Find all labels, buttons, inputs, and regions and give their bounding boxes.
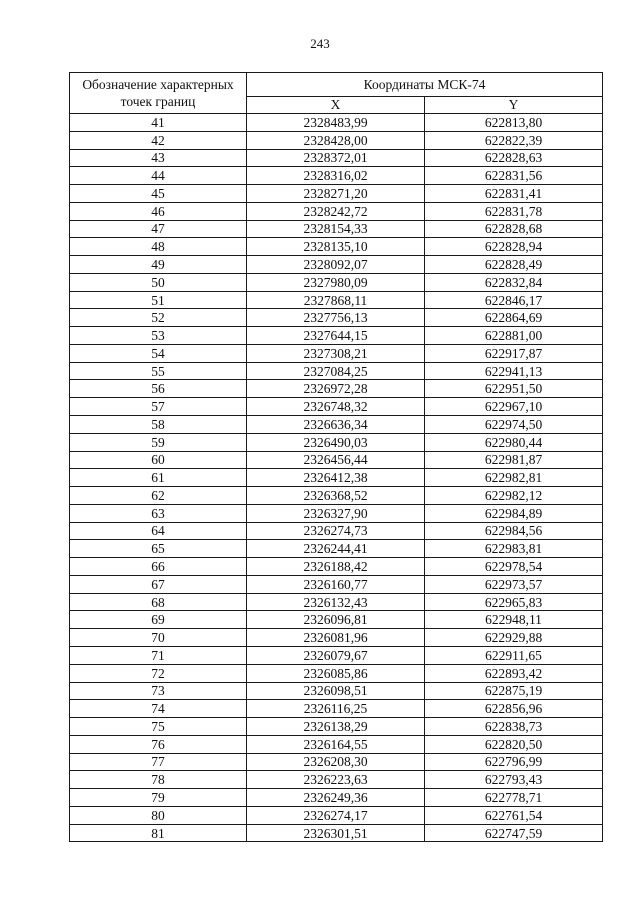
y-coordinate-cell: 622974,50	[425, 416, 603, 434]
point-number-cell: 70	[70, 629, 247, 647]
point-number-cell: 55	[70, 362, 247, 380]
x-coordinate-cell: 2326301,51	[247, 824, 425, 842]
point-number-cell: 76	[70, 735, 247, 753]
point-number-cell: 50	[70, 273, 247, 291]
x-coordinate-cell: 2328242,72	[247, 202, 425, 220]
table-row	[70, 504, 603, 522]
y-coordinate-cell: 622828,63	[425, 149, 603, 167]
y-coordinate-cell: 622778,71	[425, 789, 603, 807]
point-number-cell: 79	[70, 789, 247, 807]
table-row	[70, 540, 603, 558]
y-coordinate-cell: 622813,80	[425, 114, 603, 132]
x-coordinate-cell: 2326085,86	[247, 664, 425, 682]
x-coordinate-cell: 2327868,11	[247, 291, 425, 309]
table-row	[70, 256, 603, 274]
table-row	[70, 238, 603, 256]
y-coordinate-cell: 622828,68	[425, 220, 603, 238]
y-coordinate-cell: 622948,11	[425, 611, 603, 629]
y-coordinate-cell: 622828,94	[425, 238, 603, 256]
point-number-cell: 74	[70, 700, 247, 718]
table-row	[70, 291, 603, 309]
x-coordinate-cell: 2326368,52	[247, 487, 425, 505]
point-number-cell: 56	[70, 380, 247, 398]
point-number-cell: 45	[70, 185, 247, 203]
x-coordinate-cell: 2326138,29	[247, 718, 425, 736]
y-coordinate-cell: 622917,87	[425, 344, 603, 362]
x-coordinate-cell: 2326116,25	[247, 700, 425, 718]
y-coordinate-cell: 622831,78	[425, 202, 603, 220]
point-number-cell: 43	[70, 149, 247, 167]
y-coordinate-cell: 622838,73	[425, 718, 603, 736]
table-row	[70, 273, 603, 291]
point-number-cell: 41	[70, 114, 247, 132]
x-coordinate-cell: 2326081,96	[247, 629, 425, 647]
x-coordinate-cell: 2326748,32	[247, 398, 425, 416]
point-number-cell: 57	[70, 398, 247, 416]
table-row	[70, 433, 603, 451]
y-coordinate-cell: 622846,17	[425, 291, 603, 309]
y-coordinate-cell: 622761,54	[425, 806, 603, 824]
x-coordinate-cell: 2326223,63	[247, 771, 425, 789]
x-coordinate-cell: 2326249,36	[247, 789, 425, 807]
x-column-header: X	[247, 96, 425, 113]
point-number-cell: 61	[70, 469, 247, 487]
table-row	[70, 114, 603, 132]
point-number-cell: 60	[70, 451, 247, 469]
x-coordinate-cell: 2326456,44	[247, 451, 425, 469]
table-row	[70, 149, 603, 167]
y-coordinate-cell: 622893,42	[425, 664, 603, 682]
y-coordinate-cell: 622967,10	[425, 398, 603, 416]
x-coordinate-cell: 2328271,20	[247, 185, 425, 203]
point-number-cell: 54	[70, 344, 247, 362]
point-number-cell: 71	[70, 646, 247, 664]
point-number-cell: 42	[70, 131, 247, 149]
x-coordinate-cell: 2326079,67	[247, 646, 425, 664]
point-number-cell: 75	[70, 718, 247, 736]
x-coordinate-cell: 2328316,02	[247, 167, 425, 185]
y-coordinate-cell: 622793,43	[425, 771, 603, 789]
table-row	[70, 487, 603, 505]
y-coordinate-cell: 622747,59	[425, 824, 603, 842]
x-coordinate-cell: 2326164,55	[247, 735, 425, 753]
y-coordinate-cell: 622929,88	[425, 629, 603, 647]
y-coordinate-cell: 622978,54	[425, 558, 603, 576]
table-row	[70, 611, 603, 629]
y-coordinate-cell: 622980,44	[425, 433, 603, 451]
point-number-cell: 46	[70, 202, 247, 220]
table-row	[70, 575, 603, 593]
y-coordinate-cell: 622831,56	[425, 167, 603, 185]
x-coordinate-cell: 2326972,28	[247, 380, 425, 398]
table-row	[70, 327, 603, 345]
point-number-cell: 62	[70, 487, 247, 505]
table-row	[70, 362, 603, 380]
table-row	[70, 202, 603, 220]
x-coordinate-cell: 2328135,10	[247, 238, 425, 256]
point-number-cell: 73	[70, 682, 247, 700]
point-number-cell: 44	[70, 167, 247, 185]
table-row	[70, 416, 603, 434]
x-coordinate-cell: 2328483,99	[247, 114, 425, 132]
x-coordinate-cell: 2326244,41	[247, 540, 425, 558]
x-coordinate-cell: 2326208,30	[247, 753, 425, 771]
table-row	[70, 558, 603, 576]
table-row	[70, 718, 603, 736]
point-number-cell: 48	[70, 238, 247, 256]
y-coordinate-cell: 622983,81	[425, 540, 603, 558]
x-coordinate-cell: 2326274,73	[247, 522, 425, 540]
point-number-cell: 58	[70, 416, 247, 434]
x-coordinate-cell: 2326327,90	[247, 504, 425, 522]
x-coordinate-cell: 2328154,33	[247, 220, 425, 238]
table-row	[70, 167, 603, 185]
table-row	[70, 131, 603, 149]
point-number-cell: 53	[70, 327, 247, 345]
point-number-cell: 66	[70, 558, 247, 576]
x-coordinate-cell: 2326490,03	[247, 433, 425, 451]
y-coordinate-cell: 622965,83	[425, 593, 603, 611]
y-coordinate-cell: 622822,39	[425, 131, 603, 149]
table-row	[70, 664, 603, 682]
point-number-cell: 77	[70, 753, 247, 771]
point-number-cell: 59	[70, 433, 247, 451]
table-row	[70, 629, 603, 647]
y-coordinate-cell: 622984,89	[425, 504, 603, 522]
coordinates-header: Координаты МСК-74	[247, 73, 603, 97]
table-row	[70, 806, 603, 824]
table-row	[70, 593, 603, 611]
point-number-cell: 63	[70, 504, 247, 522]
point-designation-header: Обозначение характерных точек границ	[70, 73, 247, 114]
table-row	[70, 522, 603, 540]
table-row	[70, 398, 603, 416]
x-coordinate-cell: 2327756,13	[247, 309, 425, 327]
x-coordinate-cell: 2326160,77	[247, 575, 425, 593]
point-number-cell: 68	[70, 593, 247, 611]
point-number-cell: 64	[70, 522, 247, 540]
table-row	[70, 789, 603, 807]
y-coordinate-cell: 622941,13	[425, 362, 603, 380]
y-coordinate-cell: 622973,57	[425, 575, 603, 593]
x-coordinate-cell: 2328428,00	[247, 131, 425, 149]
x-coordinate-cell: 2326274,17	[247, 806, 425, 824]
table-row	[70, 735, 603, 753]
x-coordinate-cell: 2327084,25	[247, 362, 425, 380]
y-coordinate-cell: 622951,50	[425, 380, 603, 398]
y-coordinate-cell: 622982,12	[425, 487, 603, 505]
y-coordinate-cell: 622875,19	[425, 682, 603, 700]
point-number-cell: 80	[70, 806, 247, 824]
x-coordinate-cell: 2327644,15	[247, 327, 425, 345]
y-coordinate-cell: 622981,87	[425, 451, 603, 469]
table-row	[70, 682, 603, 700]
y-coordinate-cell: 622856,96	[425, 700, 603, 718]
y-column-header: Y	[425, 96, 603, 113]
x-coordinate-cell: 2328372,01	[247, 149, 425, 167]
y-coordinate-cell: 622831,41	[425, 185, 603, 203]
point-number-cell: 69	[70, 611, 247, 629]
table-row	[70, 469, 603, 487]
x-coordinate-cell: 2328092,07	[247, 256, 425, 274]
x-coordinate-cell: 2326188,42	[247, 558, 425, 576]
table-row	[70, 824, 603, 842]
x-coordinate-cell: 2326636,34	[247, 416, 425, 434]
point-number-cell: 47	[70, 220, 247, 238]
x-coordinate-cell: 2326098,51	[247, 682, 425, 700]
point-number-cell: 52	[70, 309, 247, 327]
point-number-cell: 49	[70, 256, 247, 274]
y-coordinate-cell: 622864,69	[425, 309, 603, 327]
table-row	[70, 185, 603, 203]
table-row	[70, 220, 603, 238]
y-coordinate-cell: 622982,81	[425, 469, 603, 487]
point-number-cell: 78	[70, 771, 247, 789]
x-coordinate-cell: 2327980,09	[247, 273, 425, 291]
table-row	[70, 700, 603, 718]
y-coordinate-cell: 622832,84	[425, 273, 603, 291]
table-row	[70, 309, 603, 327]
x-coordinate-cell: 2326132,43	[247, 593, 425, 611]
y-coordinate-cell: 622828,49	[425, 256, 603, 274]
y-coordinate-cell: 622911,65	[425, 646, 603, 664]
table-row	[70, 451, 603, 469]
x-coordinate-cell: 2326096,81	[247, 611, 425, 629]
table-row	[70, 753, 603, 771]
y-coordinate-cell: 622984,56	[425, 522, 603, 540]
y-coordinate-cell: 622796,99	[425, 753, 603, 771]
table-row	[70, 771, 603, 789]
point-number-cell: 67	[70, 575, 247, 593]
y-coordinate-cell: 622820,50	[425, 735, 603, 753]
point-number-cell: 51	[70, 291, 247, 309]
page-number: 243	[310, 36, 330, 51]
point-number-cell: 81	[70, 824, 247, 842]
x-coordinate-cell: 2327308,21	[247, 344, 425, 362]
point-number-cell: 72	[70, 664, 247, 682]
table-row	[70, 344, 603, 362]
table-row	[70, 646, 603, 664]
table-row	[70, 380, 603, 398]
table-body	[70, 114, 603, 842]
x-coordinate-cell: 2326412,38	[247, 469, 425, 487]
coordinates-table	[69, 72, 603, 842]
y-coordinate-cell: 622881,00	[425, 327, 603, 345]
point-number-cell: 65	[70, 540, 247, 558]
